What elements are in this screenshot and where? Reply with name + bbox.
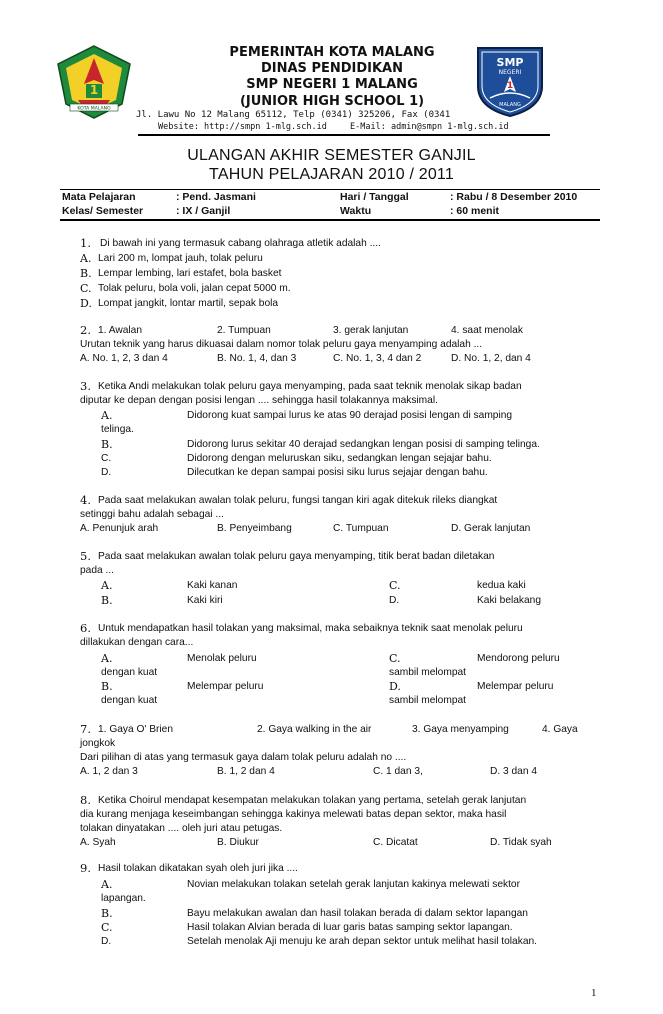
q1-option-c-letter: C. xyxy=(80,282,92,295)
q6-option-d: Melempar peluru xyxy=(477,681,554,692)
q1-text: Di bawah ini yang termasuk cabang olahraga atletik adalah .... xyxy=(100,238,381,249)
q2-item-3: 3. gerak lanjutan xyxy=(333,325,409,336)
school-emblem-smp: SMP xyxy=(496,56,524,69)
school-emblem-negeri: NEGERI xyxy=(498,69,522,76)
q1-number: 1. xyxy=(80,236,91,250)
q9-option-b-letter: B. xyxy=(101,907,113,920)
q3-option-d: Dilecutkan ke depan sampai posisi siku lurus sejajar dengan bahu. xyxy=(187,467,488,478)
header-contact xyxy=(158,122,527,132)
q2-option-a: A. No. 1, 2, 3 dan 4 xyxy=(80,353,168,364)
page-number: 1 xyxy=(591,987,597,999)
q7-option-d: D. 3 dan 4 xyxy=(490,766,538,777)
q6-option-d-letter: D. xyxy=(389,680,401,693)
q7-item-4: 4. Gaya xyxy=(542,724,578,735)
q3-option-c-letter: C. xyxy=(101,453,112,464)
subject-label: Mata Pelajaran xyxy=(62,191,136,203)
q9-text: Hasil tolakan dikatakan syah oleh juri jika .... xyxy=(98,863,298,874)
q6-option-b: Melempar peluru xyxy=(187,681,264,692)
q9-option-b: Bayu melakukan awalan dan hasil tolakan berada di dalam sektor lapangan xyxy=(187,908,528,919)
q6-number: 6. xyxy=(80,621,91,635)
q3-option-a: Didorong kuat sampai lurus ke atas 90 derajad posisi lengan di samping xyxy=(187,410,513,421)
q4-text-line2: setinggi bahu adalah sebagai ... xyxy=(80,509,224,520)
q8-text-line2: dia kurang menjaga keseimbangan sehingga kakinya melewati batas depan sektor, maka hasil xyxy=(80,809,507,820)
city-emblem-text: KOTA MALANG xyxy=(77,106,111,112)
q6-option-c-cont: sambil melompat xyxy=(389,667,466,678)
q1-option-d-letter: D. xyxy=(80,297,92,310)
q9-option-c-letter: C. xyxy=(101,921,113,934)
header-school-english: (JUNIOR HIGH SCHOOL 1) xyxy=(239,94,425,109)
q7-item-2: 2. Gaya walking in the air xyxy=(257,724,372,735)
q1-option-a: Lari 200 m, lompat jauh, tolak peluru xyxy=(98,253,263,264)
q7-option-c: C. 1 dan 3, xyxy=(373,766,423,777)
q9-option-a-cont: lapangan. xyxy=(101,893,146,904)
q3-option-a-letter: A. xyxy=(101,409,113,422)
q4-number: 4. xyxy=(80,493,91,507)
q7-item-4-cont: jongkok xyxy=(80,738,116,749)
time-value: : 60 menit xyxy=(450,205,500,217)
q8-option-b: B. Diukur xyxy=(217,837,259,848)
q5-text-line2: pada ... xyxy=(80,565,114,576)
q4-option-d: D. Gerak lanjutan xyxy=(451,523,531,534)
q7-number: 7. xyxy=(80,722,91,736)
q5-option-b-letter: B. xyxy=(101,594,113,607)
q6-option-a-letter: A. xyxy=(101,652,113,665)
header-address: Jl. Lawu No 12 Malang 65112, Telp (0341) 325206, Fax (0341 xyxy=(136,110,451,120)
q8-option-d: D. Tidak syah xyxy=(490,837,552,848)
q8-option-a: A. Syah xyxy=(80,837,116,848)
q7-item-1: 1. Gaya O' Brien xyxy=(98,724,173,735)
q5-option-d-letter: D. xyxy=(389,595,400,606)
header-school: SMP NEGERI 1 MALANG xyxy=(246,77,418,92)
q1-option-d: Lompat jangkit, lontar martil, sepak bola xyxy=(98,298,279,309)
q5-option-c-letter: C. xyxy=(389,579,401,592)
q7-option-a: A. 1, 2 dan 3 xyxy=(80,766,138,777)
q2-item-1: 1. Awalan xyxy=(98,325,142,336)
q6-option-b-cont: dengan kuat xyxy=(101,695,158,706)
q4-option-a: A. Penunjuk arah xyxy=(80,523,159,534)
q2-option-c: C. No. 1, 3, 4 dan 2 xyxy=(333,353,422,364)
q7-option-b: B. 1, 2 dan 4 xyxy=(217,766,275,777)
q1-option-c: Tolak peluru, bola voli, jalan cepat 5000 m. xyxy=(98,283,291,294)
q5-option-a: Kaki kanan xyxy=(187,580,238,591)
exam-year: TAHUN PELAJARAN 2010 / 2011 xyxy=(209,166,454,183)
q9-number: 9. xyxy=(80,861,91,875)
school-emblem-logo xyxy=(472,42,548,118)
q3-number: 3. xyxy=(80,379,91,393)
q5-number: 5. xyxy=(80,549,91,563)
q5-option-a-letter: A. xyxy=(101,579,113,592)
header-website: Website: http://smpn 1-mlg.sch.id xyxy=(158,122,327,132)
q3-option-d-letter: D. xyxy=(101,467,112,478)
class-label: Kelas/ Semester xyxy=(62,205,144,217)
subject-value: : Pend. Jasmani xyxy=(176,191,256,203)
school-emblem-city: MALANG xyxy=(499,102,521,108)
q8-option-c: C. Dicatat xyxy=(373,837,418,848)
q6-option-d-cont: sambil melompat xyxy=(389,695,466,706)
q5-text-line1: Pada saat melakukan awalan tolak peluru gaya menyamping, titik berat badan diletakan xyxy=(98,551,495,562)
q3-option-c: Didorong dengan meluruskan siku, sedangkan lengan sejajar bahu. xyxy=(187,453,492,464)
q6-text-line2: dillakukan dengan cara... xyxy=(80,637,194,648)
q9-option-d-letter: D. xyxy=(101,936,112,947)
class-value: : IX / Ganjil xyxy=(176,205,231,217)
header-department: DINAS PENDIDIKAN xyxy=(260,61,404,76)
date-label: Hari / Tanggal xyxy=(340,191,409,203)
q6-option-a: Menolak peluru xyxy=(187,653,257,664)
header-government: PEMERINTAH KOTA MALANG xyxy=(229,45,435,60)
q8-text-line1: Ketika Choirul mendapat kesempatan melakukan tolakan yang pertama, setelah gerak lanjutan xyxy=(98,795,527,806)
q4-option-c: C. Tumpuan xyxy=(333,523,389,534)
q1-option-b: Lempar lembing, lari estafet, bola basket xyxy=(98,268,282,279)
q3-option-b: Didorong lurus sekitar 40 derajad sedangkan lengan posisi di samping telinga. xyxy=(187,439,540,450)
q2-number: 2. xyxy=(80,323,91,337)
q7-item-3: 3. Gaya menyamping xyxy=(412,724,509,735)
q4-text-line1: Pada saat melakukan awalan tolak peluru, fungsi tangan kiri agak ditekuk rileks diangkat xyxy=(98,495,498,506)
q2-text: Urutan teknik yang harus dikuasai dalam nomor tolak peluru gaya menyamping adalah ... xyxy=(80,339,483,350)
q3-text-line1: Ketika Andi melakukan tolak peluru gaya menyamping, pada saat teknik menolak sikap badan xyxy=(98,381,522,392)
exam-title: ULANGAN AKHIR SEMESTER GANJIL xyxy=(187,147,476,164)
q8-text-line3: tolakan dinyatakan .... oleh juri atau petugas. xyxy=(80,823,283,834)
q1-option-b-letter: B. xyxy=(80,267,92,280)
header-email: E-Mail: admin@smpn 1-mlg.sch.id xyxy=(350,122,509,132)
q8-number: 8. xyxy=(80,793,91,807)
q3-option-a-cont: telinga. xyxy=(101,424,134,435)
q2-item-4: 4. saat menolak xyxy=(451,325,523,336)
q6-option-c: Mendorong peluru xyxy=(477,653,560,664)
letterhead-divider xyxy=(138,134,550,136)
q9-option-a: Novian melakukan tolakan setelah gerak lanjutan kakinya melewati sektor xyxy=(187,879,520,890)
q2-option-d: D. No. 1, 2, dan 4 xyxy=(451,353,531,364)
q1-option-a-letter: A. xyxy=(80,252,92,265)
q5-option-c: kedua kaki xyxy=(477,580,526,591)
info-bottom-divider xyxy=(60,219,600,221)
q9-option-a-letter: A. xyxy=(101,878,113,891)
school-emblem-number: 1 xyxy=(506,81,514,91)
q6-option-c-letter: C. xyxy=(389,652,401,665)
q5-option-b: Kaki kiri xyxy=(187,595,223,606)
q7-text: Dari pilihan di atas yang termasuk gaya dalam tolak peluru adalah no .... xyxy=(80,752,407,763)
q4-option-b: B. Penyeimbang xyxy=(217,523,292,534)
info-top-divider xyxy=(60,189,600,190)
date-value: : Rabu / 8 Desember 2010 xyxy=(450,191,578,203)
q6-option-b-letter: B. xyxy=(101,680,113,693)
q9-option-d: Setelah menolak Aji menuju ke arah depan sektor untuk melihat hasil tolakan. xyxy=(187,936,537,947)
q3-option-b-letter: B. xyxy=(101,438,113,451)
time-label: Waktu xyxy=(340,205,372,217)
q2-item-2: 2. Tumpuan xyxy=(217,325,271,336)
q5-option-d: Kaki belakang xyxy=(477,595,542,606)
svg-text:1: 1 xyxy=(89,83,99,97)
q6-text-line1: Untuk mendapatkan hasil tolakan yang maksimal, maka sebaiknya teknik saat menolak peluru xyxy=(98,623,523,634)
q2-option-b: B. No. 1, 4, dan 3 xyxy=(217,353,297,364)
q3-text-line2: diputar ke depan dengan posisi lengan .... sehingga hasil tolakannya maksimal. xyxy=(80,395,438,406)
q9-option-c: Hasil tolakan Alvian berada di luar garis batas samping sektor lapangan. xyxy=(187,922,513,933)
q6-option-a-cont: dengan kuat xyxy=(101,667,158,678)
